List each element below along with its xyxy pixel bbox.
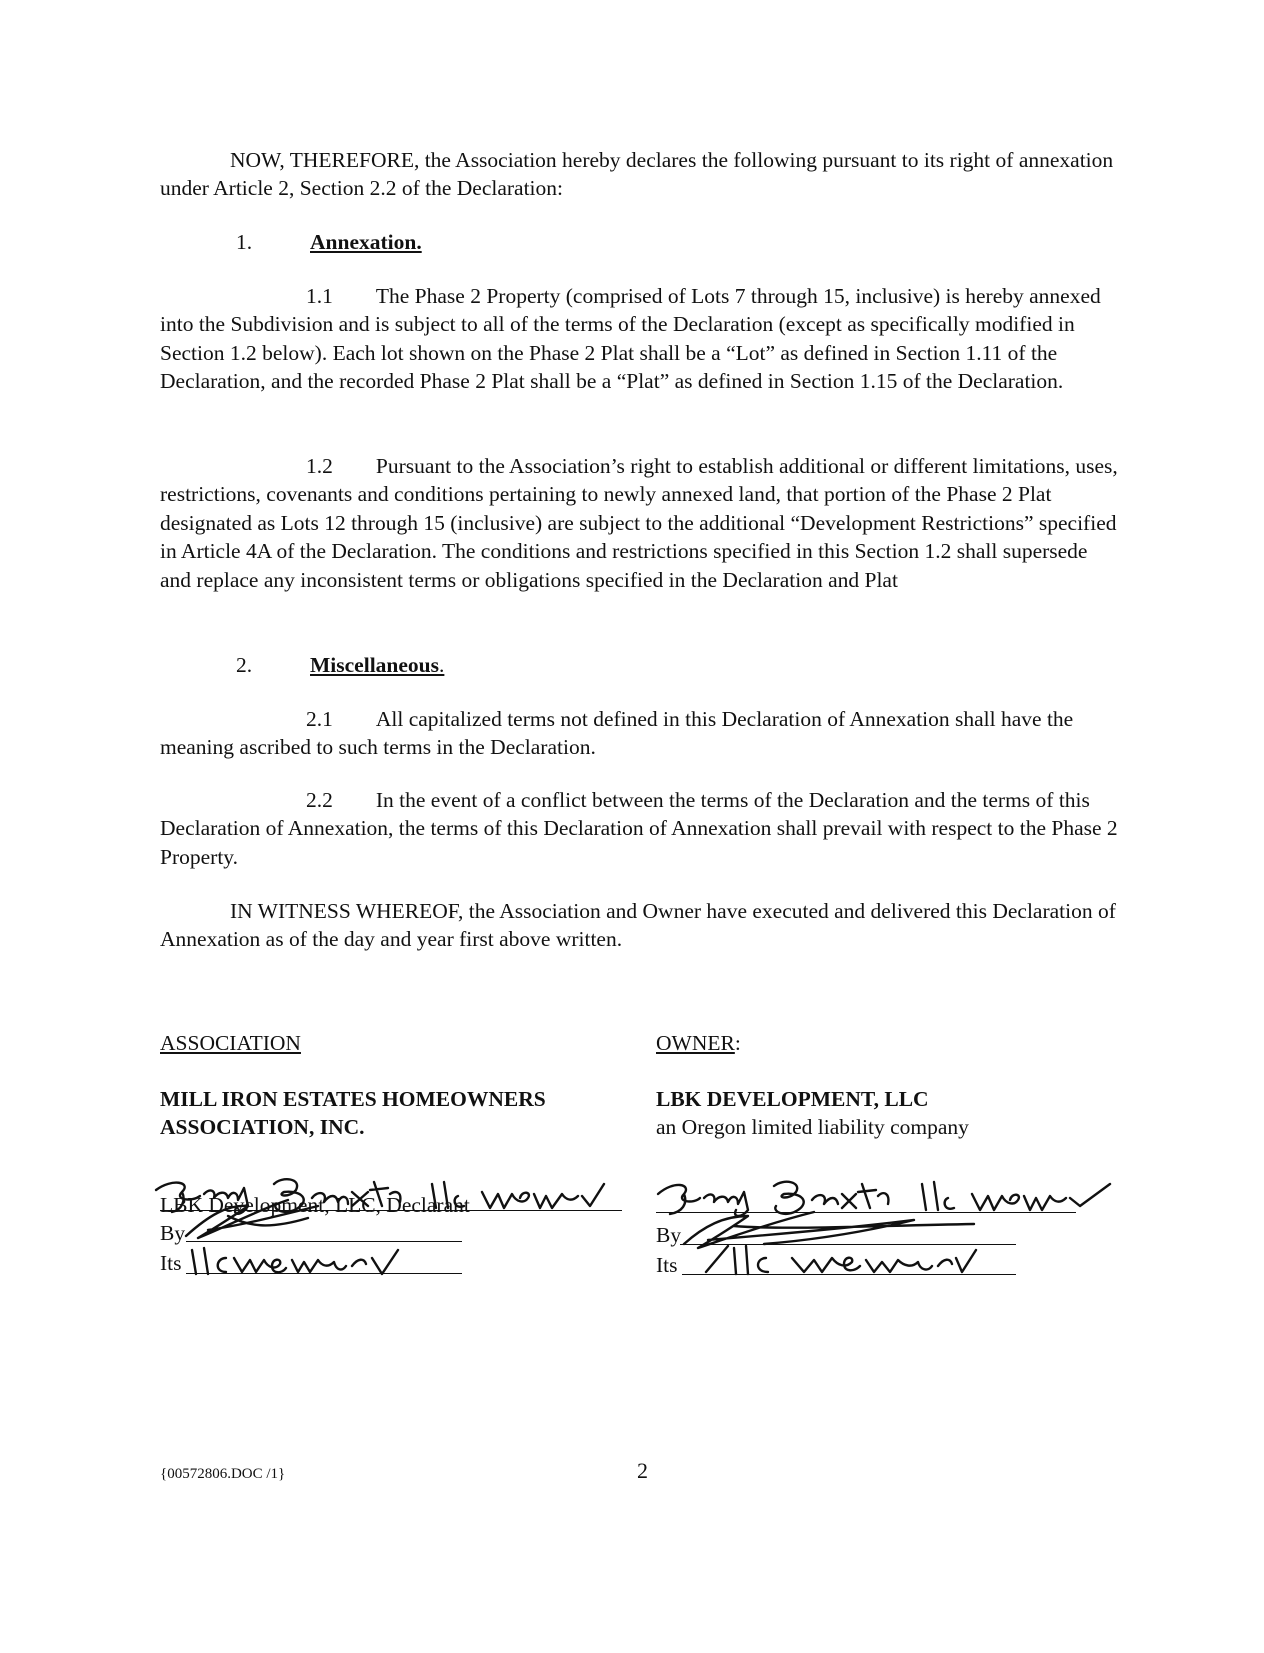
association-name-line1: MILL IRON ESTATES HOMEOWNERS bbox=[160, 1087, 546, 1111]
association-initials-scribble bbox=[168, 1186, 338, 1248]
association-signer: LBK Development, LLC, Declarant bbox=[160, 1193, 470, 1217]
association-by-label: By bbox=[160, 1221, 186, 1245]
association-its-handwritten bbox=[186, 1244, 406, 1278]
witness-paragraph: IN WITNESS WHEREOF, the Association and Owner have executed and delivered this Declaration of Annexation as of the day and year first above written. bbox=[160, 899, 1116, 952]
owner-by-label: By bbox=[656, 1223, 682, 1247]
section-2-title: Miscellaneous bbox=[310, 653, 439, 677]
intro-paragraph: NOW, THEREFORE, the Association hereby declares the following pursuant to its right of annexation under Article 2, Section 2.2 of the Declaration: bbox=[160, 148, 1114, 201]
owner-its-handwritten bbox=[700, 1242, 980, 1278]
owner-its-label: Its bbox=[656, 1253, 678, 1277]
page-number: 2 bbox=[637, 1458, 648, 1483]
section-1-number: 1. bbox=[236, 230, 253, 254]
section-2-title-wrap bbox=[310, 651, 444, 679]
document-id: {00572806.DOC /1} bbox=[160, 1466, 286, 1482]
paragraph-2-2: 2.2 In the event of a conflict between the terms of the Declaration and the terms of this Declaration of Annexation, the terms of this Declaration of Annexation shall prevail with respect to the Phase 2 Property. bbox=[160, 788, 1118, 869]
owner-name-line1: LBK DEVELOPMENT, LLC bbox=[656, 1087, 929, 1111]
section-2-number: 2. bbox=[236, 653, 253, 677]
paragraph-2-1: 2.1 All capitalized terms not defined in this Declaration of Annexation shall have the meaning ascribed to such terms in the Declaration. bbox=[160, 707, 1074, 760]
owner-label-wrap bbox=[656, 1030, 741, 1056]
section-2-title-suffix: . bbox=[439, 653, 445, 677]
section-1-title: Annexation. bbox=[310, 230, 422, 254]
association-name-line2: ASSOCIATION, INC. bbox=[160, 1115, 365, 1139]
paragraph-1-2: 1.2 Pursuant to the Association’s right to establish additional or different limitations, uses, restrictions, covenants and conditions pertaining to newly annexed land, that portion of the Phase 2 Plat designated as Lots 12 through 15 (inclusive) are subject to the additional “Development Restrictions” specified in Article 4A of the Declaration. The conditions and restrictions specified in this Section 1.2 shall supersede and replace any inconsistent terms or obligations specified in the Declaration and Plat bbox=[160, 454, 1118, 592]
association-label: ASSOCIATION bbox=[160, 1031, 301, 1055]
paragraph-1-1: 1.1 The Phase 2 Property (comprised of Lots 7 through 15, inclusive) is hereby annexed into the Subdivision and is subject to all of the terms of the Declaration (except as specifically modified in Section 1.2 below). Each lot shown on the Phase 2 Plat shall be a “Lot” as defined in Section 1.11 of the Declaration, and the recorded Phase 2 Plat shall be a “Plat” as defined in Section 1.15 of the Declaration. bbox=[160, 284, 1101, 394]
association-its-label: Its bbox=[160, 1251, 182, 1275]
owner-label-suffix: : bbox=[734, 1031, 741, 1055]
owner-name-line2: an Oregon limited liability company bbox=[656, 1115, 969, 1139]
owner-label: OWNER bbox=[656, 1031, 735, 1055]
